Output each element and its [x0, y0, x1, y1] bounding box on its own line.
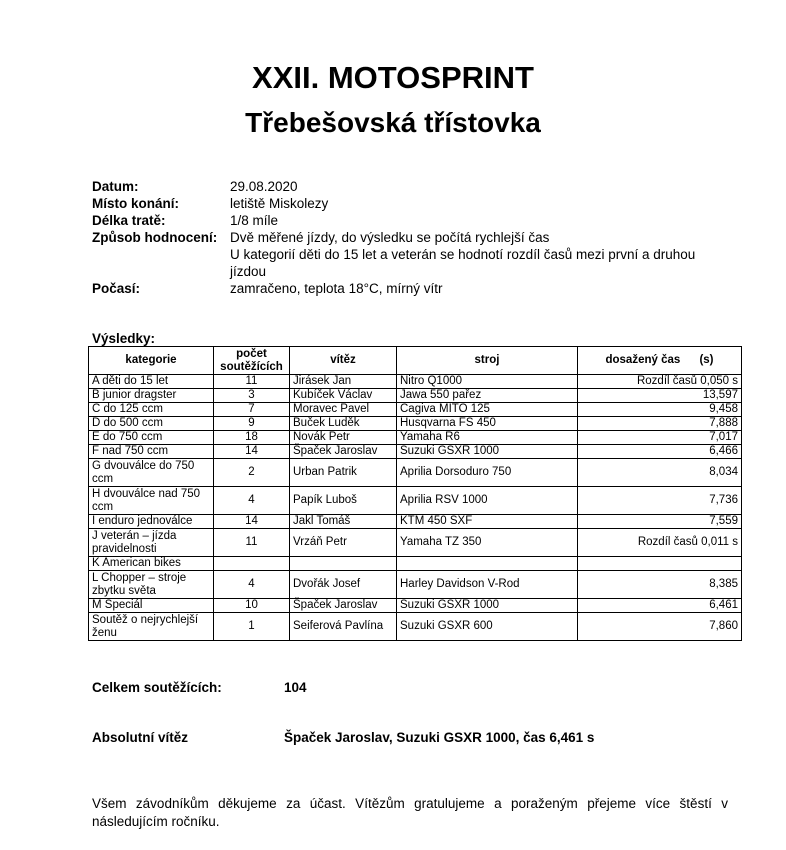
info-label: Počasí: — [92, 281, 141, 296]
table-row — [89, 417, 742, 431]
total-participants-value: 104 — [284, 680, 307, 695]
machine-cell: Suzuki GSXR 600 — [397, 613, 578, 641]
table-row — [89, 557, 742, 571]
column-header: počet soutěžících — [214, 347, 290, 375]
category-cell: E do 750 ccm — [89, 431, 214, 445]
table-row — [89, 431, 742, 445]
winner-cell: Jirásek Jan — [290, 375, 397, 389]
info-label: Délka tratě: — [92, 213, 166, 228]
category-cell: G dvouválce do 750 ccm — [89, 459, 214, 487]
category-cell: C do 125 ccm — [89, 403, 214, 417]
winner-cell: Dvořák Josef — [290, 571, 397, 599]
winner-cell: Urban Patrik — [290, 459, 397, 487]
machine-cell: Yamaha R6 — [397, 431, 578, 445]
participants-cell: 3 — [214, 389, 290, 403]
overall-winner — [92, 730, 742, 745]
info-value: zamračeno, teplota 18°C, mírný vítr — [230, 281, 443, 296]
overall-winner-value: Špaček Jaroslav, Suzuki GSXR 1000, čas 6,461 s — [284, 730, 595, 745]
category-cell: D do 500 ccm — [89, 417, 214, 431]
results-table — [88, 346, 742, 641]
info-value-line: U kategorií děti do 15 let a veterán se hodnotí rozdíl časů mezi první a druhou jízdou — [230, 247, 696, 279]
table-row — [89, 529, 742, 557]
time-cell: 7,888 — [578, 417, 742, 431]
machine-cell — [397, 557, 578, 571]
category-cell: I enduro jednoválce — [89, 515, 214, 529]
time-cell: 8,034 — [578, 459, 742, 487]
time-cell: 6,461 — [578, 599, 742, 613]
winner-cell — [290, 557, 397, 571]
participants-cell: 11 — [214, 375, 290, 389]
info-row-scoring — [92, 229, 700, 280]
info-value: 1/8 míle — [230, 213, 279, 228]
participants-cell: 10 — [214, 599, 290, 613]
info-value-line: Dvě měřené jízdy, do výsledku se počítá rychlejší čas — [230, 230, 550, 245]
time-cell: Rozdíl časů 0,011 s — [578, 529, 742, 557]
table-row — [89, 599, 742, 613]
machine-cell: Suzuki GSXR 1000 — [397, 599, 578, 613]
table-row — [89, 515, 742, 529]
winner-cell: Vrzáň Petr — [290, 529, 397, 557]
machine-cell: KTM 450 SXF — [397, 515, 578, 529]
table-row — [89, 571, 742, 599]
machine-cell: Husqvarna FS 450 — [397, 417, 578, 431]
participants-cell: 18 — [214, 431, 290, 445]
table-header-row — [89, 347, 742, 375]
participants-cell: 1 — [214, 613, 290, 641]
machine-cell: Jawa 550 pařez — [397, 389, 578, 403]
winner-cell: Novák Petr — [290, 431, 397, 445]
info-row-date — [92, 178, 700, 195]
info-label: Místo konání: — [92, 196, 179, 211]
category-cell: B junior dragster — [89, 389, 214, 403]
machine-cell: Nitro Q1000 — [397, 375, 578, 389]
participants-cell: 4 — [214, 571, 290, 599]
category-cell: M Speciál — [89, 599, 214, 613]
closing-note: Všem závodníkům děkujeme za účast. Vítězům gratulujeme a poraženým přejeme více štěstí v následujícím ročníku. — [92, 796, 728, 829]
category-cell: F nad 750 ccm — [89, 445, 214, 459]
info-label: Datum: — [92, 179, 139, 194]
column-header: stroj — [397, 347, 578, 375]
total-participants — [92, 680, 307, 695]
category-cell: L Chopper – stroje zbytku světa — [89, 571, 214, 599]
participants-cell: 2 — [214, 459, 290, 487]
winner-cell: Špaček Jaroslav — [290, 445, 397, 459]
info-value: 29.08.2020 — [230, 179, 298, 194]
machine-cell: Yamaha TZ 350 — [397, 529, 578, 557]
category-cell: K American bikes — [89, 557, 214, 571]
info-value: letiště Miskolezy — [230, 196, 329, 211]
participants-cell: 7 — [214, 403, 290, 417]
info-row-venue — [92, 195, 700, 212]
winner-cell: Moravec Pavel — [290, 403, 397, 417]
participants-cell: 4 — [214, 487, 290, 515]
table-row — [89, 459, 742, 487]
time-cell: Rozdíl časů 0,050 s — [578, 375, 742, 389]
column-header: vítěz — [290, 347, 397, 375]
winner-cell: Seiferová Pavlína — [290, 613, 397, 641]
info-value — [230, 229, 700, 280]
info-row-weather — [92, 280, 700, 297]
table-row — [89, 375, 742, 389]
machine-cell: Aprilia RSV 1000 — [397, 487, 578, 515]
table-row — [89, 403, 742, 417]
time-cell: 9,458 — [578, 403, 742, 417]
participants-cell: 9 — [214, 417, 290, 431]
table-row — [89, 389, 742, 403]
time-cell: 7,736 — [578, 487, 742, 515]
table-row — [89, 613, 742, 641]
participants-cell: 14 — [214, 445, 290, 459]
results-heading: Výsledky: — [92, 331, 156, 346]
category-cell: A děti do 15 let — [89, 375, 214, 389]
machine-cell: Aprilia Dorsoduro 750 — [397, 459, 578, 487]
machine-cell: Harley Davidson V-Rod — [397, 571, 578, 599]
page-title: XXII. MOTOSPRINT — [252, 60, 534, 95]
column-header: dosažený čas (s) — [578, 347, 742, 375]
time-cell: 13,597 — [578, 389, 742, 403]
time-cell: 6,466 — [578, 445, 742, 459]
event-info — [92, 178, 700, 297]
page-subtitle: Třebešovská třístovka — [245, 107, 541, 138]
machine-cell: Suzuki GSXR 1000 — [397, 445, 578, 459]
info-label: Způsob hodnocení: — [92, 230, 218, 245]
machine-cell: Cagiva MITO 125 — [397, 403, 578, 417]
winner-cell: Kubíček Václav — [290, 389, 397, 403]
total-participants-label: Celkem soutěžících: — [92, 680, 222, 695]
overall-winner-label: Absolutní vítěz — [92, 730, 189, 745]
winner-cell: Buček Luděk — [290, 417, 397, 431]
category-cell: J veterán – jízda pravidelnosti — [89, 529, 214, 557]
table-row — [89, 487, 742, 515]
winner-cell: Jakl Tomáš — [290, 515, 397, 529]
time-cell — [578, 557, 742, 571]
winner-cell: Špaček Jaroslav — [290, 599, 397, 613]
time-cell: 8,385 — [578, 571, 742, 599]
participants-cell: 11 — [214, 529, 290, 557]
info-row-track-length — [92, 212, 700, 229]
winner-cell: Papík Luboš — [290, 487, 397, 515]
column-header: kategorie — [89, 347, 214, 375]
time-cell: 7,559 — [578, 515, 742, 529]
table-row — [89, 445, 742, 459]
participants-cell: 14 — [214, 515, 290, 529]
category-cell: H dvouválce nad 750 ccm — [89, 487, 214, 515]
category-cell: Soutěž o nejrychlejší ženu — [89, 613, 214, 641]
time-cell: 7,017 — [578, 431, 742, 445]
participants-cell — [214, 557, 290, 571]
time-cell: 7,860 — [578, 613, 742, 641]
